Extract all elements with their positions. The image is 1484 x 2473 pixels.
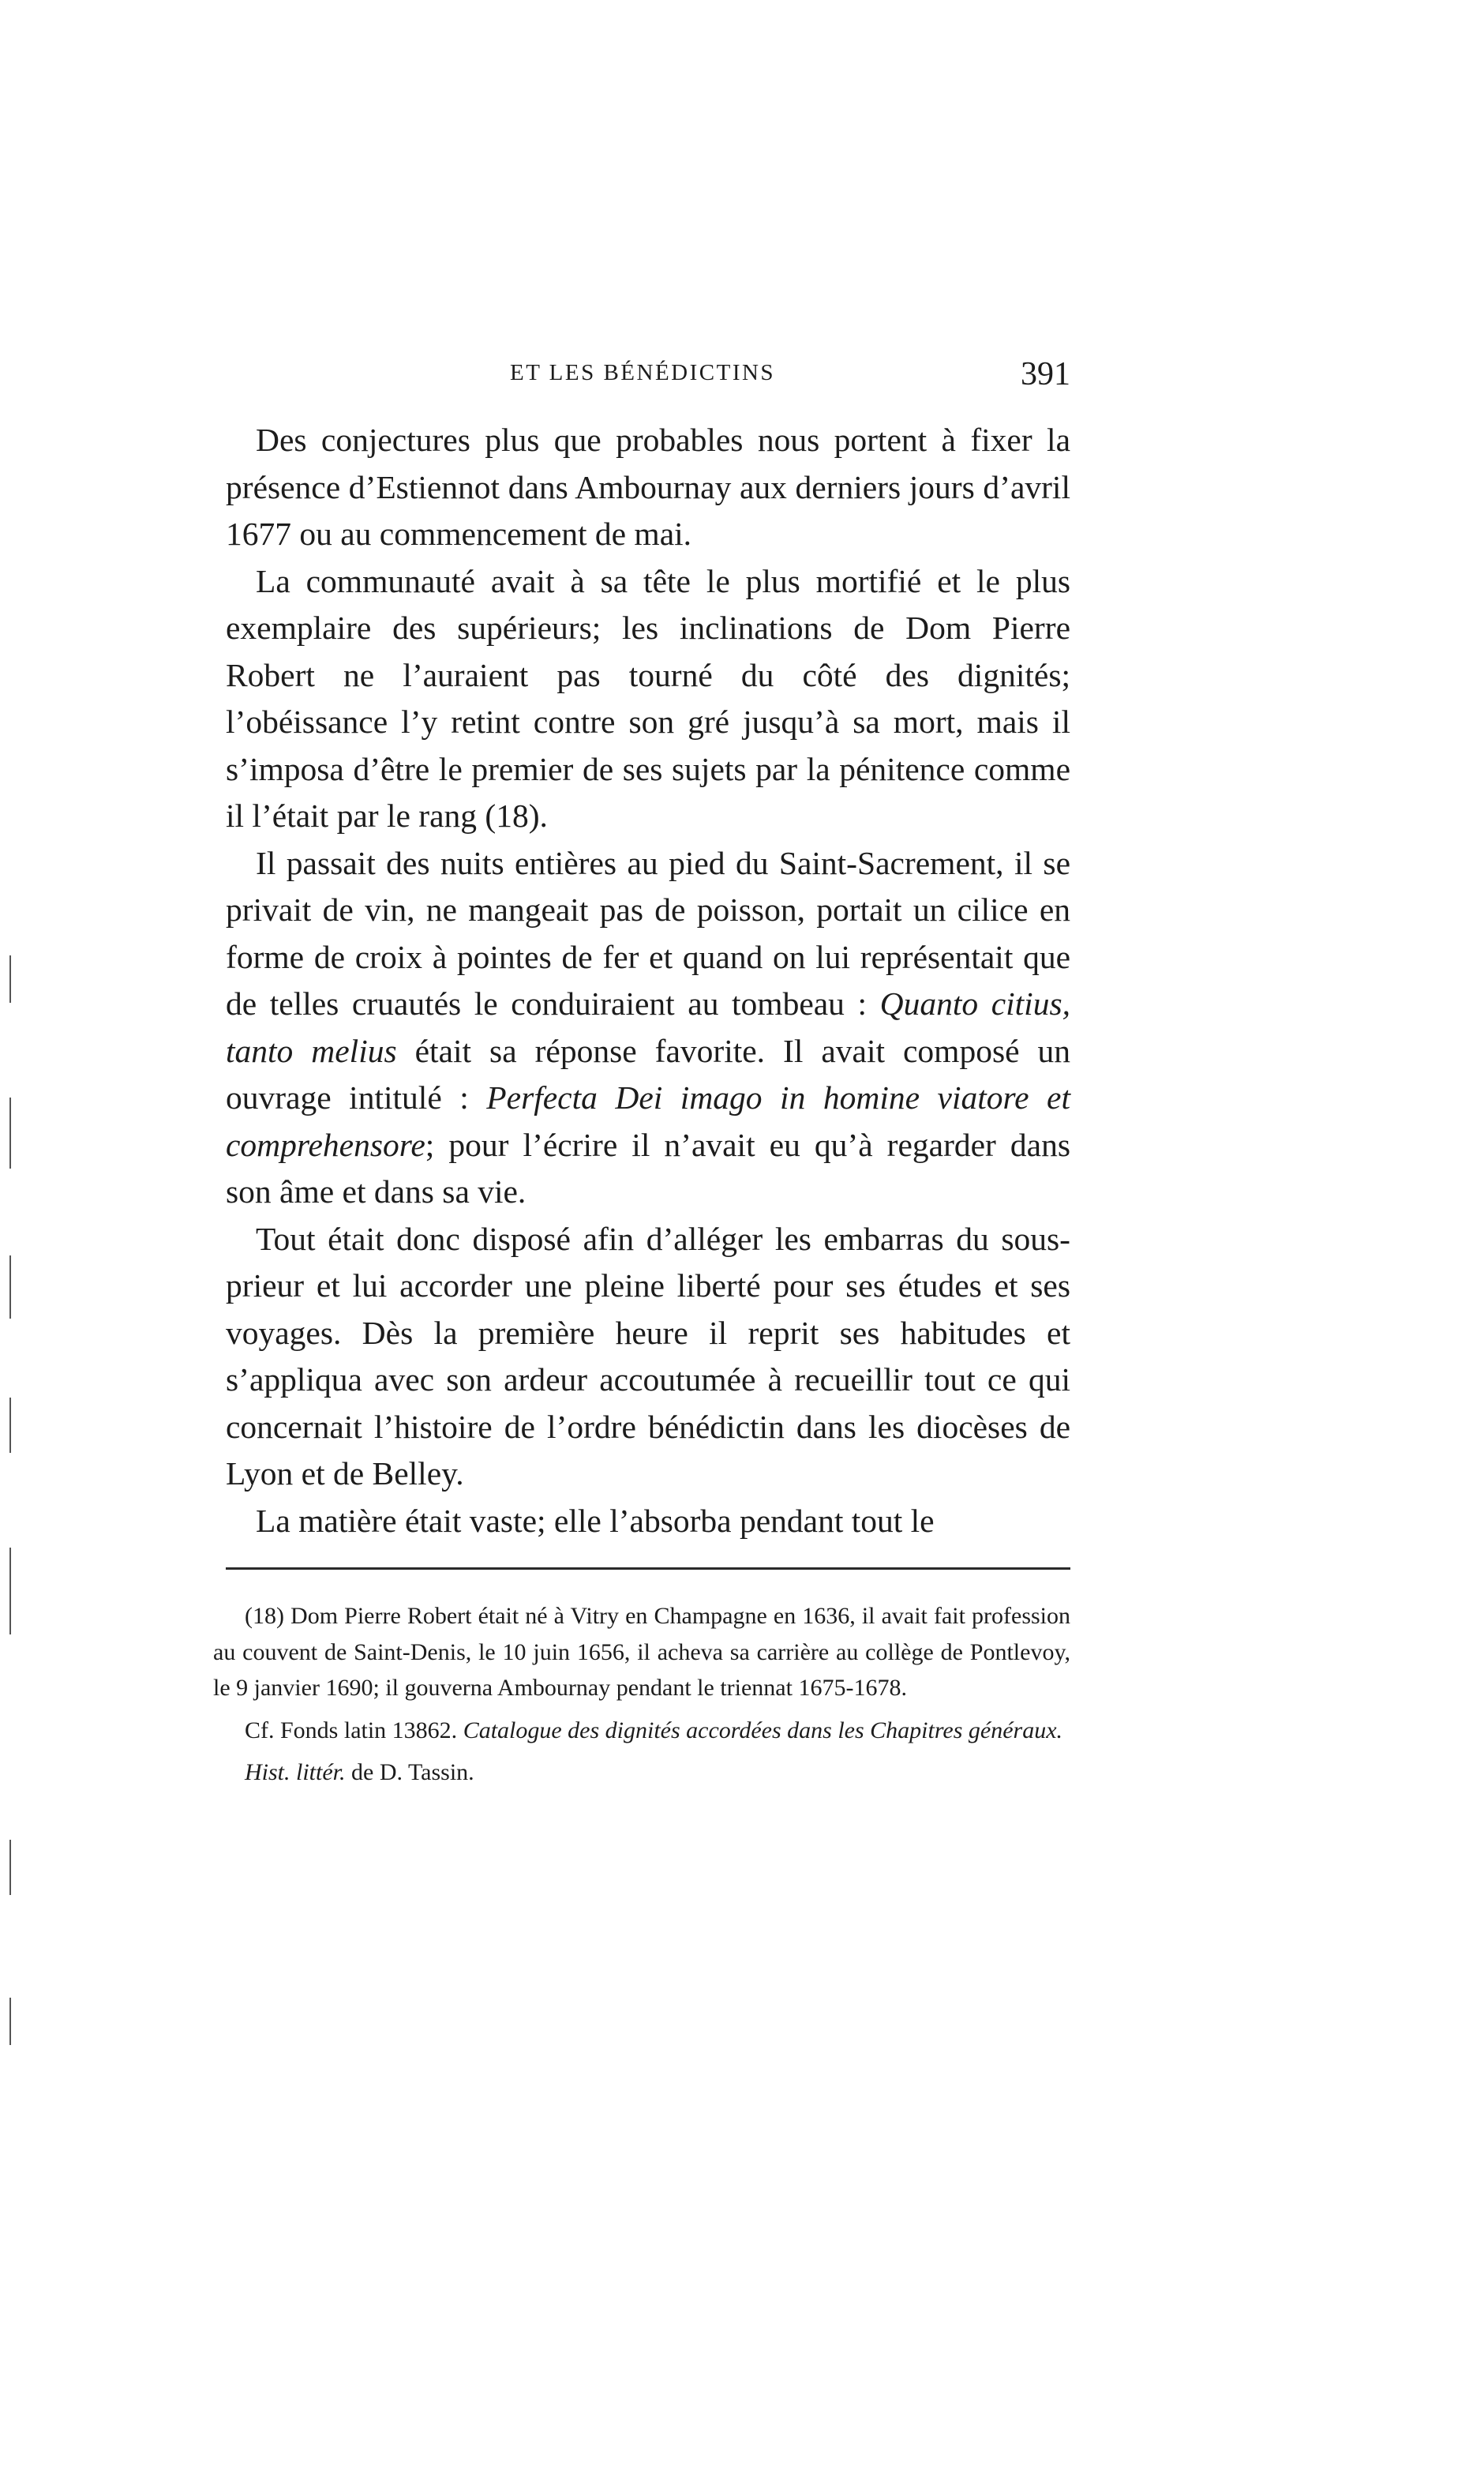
footnote-cf-title: Catalogue des dignités accordées dans les Chapitres généraux.	[463, 1717, 1063, 1743]
paragraph-2: La communauté avait à sa tête le plus mortifié et le plus exemplaire des supérieurs; les inclinations de Dom Pierre Robert ne l’auraient pas tourné du côté des dignités; l’obéissance l’y retint contre son gré jusqu’à sa mort, mais il s’imposa d’être le premier de ses sujets par la pénitence comme il l’était par le rang (18).	[226, 562, 1070, 834]
footnote-cf	[213, 1713, 1070, 1749]
scan-mark	[9, 955, 11, 1003]
footnote-18: (18) Dom Pierre Robert était né à Vitry en Champagne en 1636, il avait fait profession au couvent de Saint-Denis, le 10 juin 1656, il acheva sa carrière au collège de Pontlevoy, le 9 janvier 1690; il gouverna Ambournay pendant le triennat 1675-1678.	[213, 1603, 1070, 1701]
footnote-hist	[213, 1754, 1070, 1791]
paragraph-3-text-e: ; pour l’écrire il n’avait eu qu’à regarder dans son âme et dans sa vie.	[226, 1126, 1070, 1210]
main-text	[226, 417, 1070, 1544]
paragraph-4: Tout était donc disposé afin d’alléger les embarras du sous-prieur et lui accorder une pleine liberté pour ses études et ses voyages. Dès la première heure il reprit ses habitudes et s’appliqua avec son ardeur accoutumée à recueillir tout ce qui concernait l’histoire de l’ordre bénédictin dans les diocèses de Lyon et de Belley.	[226, 1220, 1070, 1492]
paragraph-5: La matière était vaste; elle l’absorba pendant tout le	[256, 1502, 935, 1539]
footnote-cf-source: Cf. Fonds latin 13862.	[245, 1717, 463, 1743]
footnote-hist-author: de D. Tassin.	[345, 1759, 474, 1785]
paragraph-3-text-a: Il passait des nuits entières au pied du Saint-Sacrement, il se privait de vin, ne mangeait pas de poisson, portait un cilice en forme de croix à pointes de fer et quand on lui représentait que de telles cruautés le conduiraient au tombeau :	[226, 844, 1070, 1022]
latin-quote: Quanto citius, tanto melius	[226, 985, 1070, 1069]
scan-mark	[9, 1098, 11, 1169]
scan-mark	[9, 1998, 11, 2045]
page-number: 391	[1021, 356, 1070, 392]
footnotes	[213, 1598, 1070, 1791]
work-title: Perfecta Dei imago in homine viatore et comprehensore	[226, 1079, 1070, 1163]
paragraph-1: Des conjectures plus que probables nous portent à fixer la présence d’Estiennot dans Ambournay aux derniers jours d’avril 1677 ou au commencement de mai.	[226, 422, 1070, 552]
footnote-divider	[226, 1567, 1070, 1570]
paragraph-3-text-c: était sa réponse favorite. Il avait composé un ouvrage intitulé :	[226, 1032, 1070, 1116]
scan-mark	[9, 1548, 11, 1634]
scan-mark	[9, 1398, 11, 1453]
footnote-hist-title: Hist. littér.	[245, 1759, 346, 1785]
running-title: ET LES BÉNÉDICTINS	[510, 360, 776, 385]
page-header	[226, 355, 1070, 403]
scan-mark	[9, 1255, 11, 1319]
paragraph-3	[226, 840, 1070, 1216]
scan-mark	[9, 1840, 11, 1895]
